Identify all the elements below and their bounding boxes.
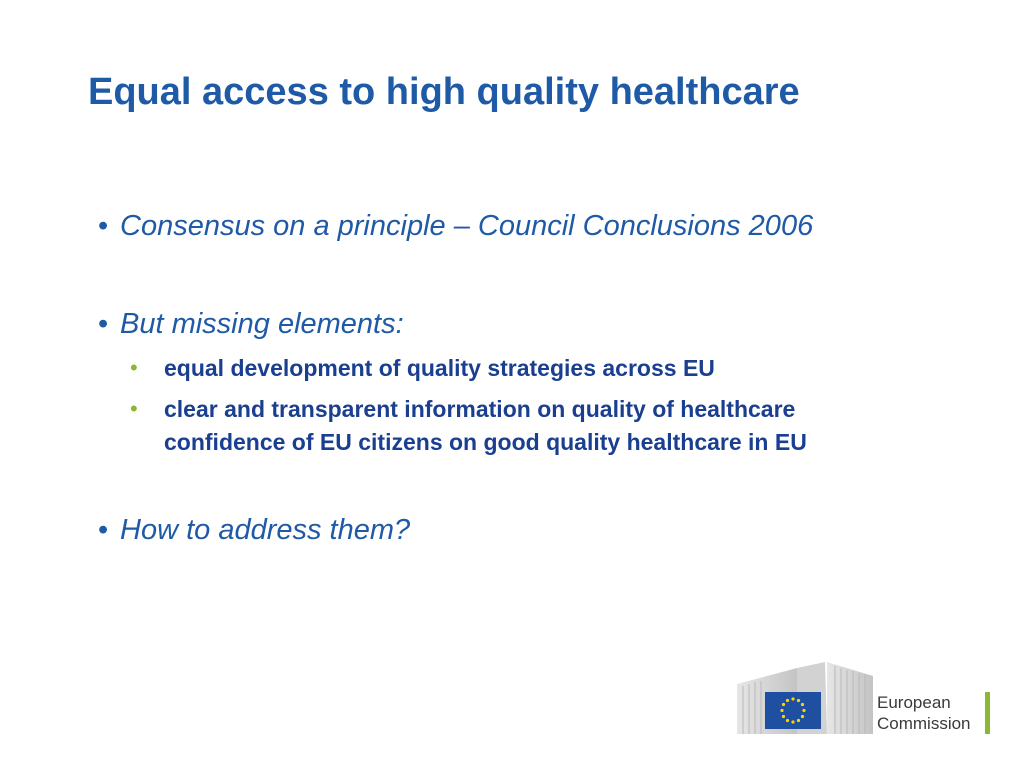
bullet-item	[98, 510, 410, 550]
sub-bullet-item	[130, 393, 807, 459]
bullet-text: But missing elements:	[120, 308, 404, 340]
sub-bullet-text: equal development of quality strategies across EU	[164, 355, 715, 381]
sub-bullet-text: confidence of EU citizens on good quality healthcare in EU	[164, 429, 807, 455]
sub-bullet-text: clear and transparent information on quality of healthcare	[164, 396, 796, 422]
sub-bullet-item	[130, 352, 715, 385]
sub-bullet-marker: •	[130, 396, 138, 421]
eu-flag-icon	[765, 692, 821, 729]
logo-line-commission: Commission	[877, 714, 971, 733]
logo-line-european: European	[877, 693, 951, 712]
bullet-item	[98, 206, 813, 246]
bullet-item	[98, 304, 404, 344]
bullet-text: Consensus on a principle – Council Conclusions 2006	[120, 210, 814, 242]
bullet-marker: •	[98, 210, 109, 242]
logo-wordmark	[877, 692, 971, 734]
european-commission-logo	[735, 662, 995, 738]
logo-accent-bar	[985, 692, 990, 734]
bullet-marker: •	[98, 514, 109, 546]
bullet-text: How to address them?	[120, 514, 411, 546]
bullet-marker: •	[98, 308, 109, 340]
slide-title: Equal access to high quality healthcare	[88, 71, 800, 113]
sub-bullet-marker: •	[130, 355, 138, 380]
